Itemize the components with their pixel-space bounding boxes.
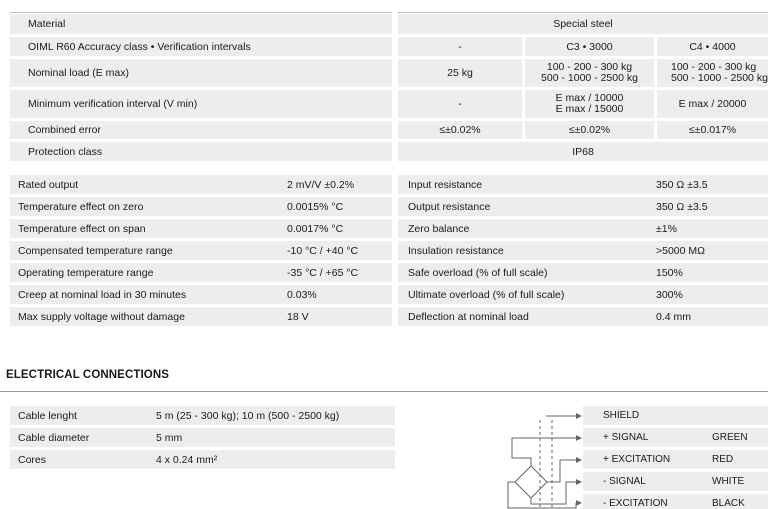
wire-row: [583, 494, 768, 509]
wire-color: BLACK: [712, 498, 745, 509]
spec-value-combined-error-25kg: ≤±0.02%: [398, 121, 522, 139]
spec-value-vmin-25kg: -: [398, 90, 522, 118]
spec-value-combined-error-c3: ≤±0.02%: [525, 121, 654, 139]
char-left-row-value: 0.0015% °C: [287, 200, 344, 213]
char-left-row-label: Temperature effect on zero: [10, 197, 392, 216]
arrow-minus-excitation: [576, 500, 582, 506]
cable-row-value: 4 x 0.24 mm²: [156, 453, 218, 466]
cable-row-label: Cable diameter: [18, 431, 90, 444]
spec-label-combined-error: Combined error: [10, 121, 392, 139]
wire-color: WHITE: [712, 476, 745, 487]
arrow-shield: [576, 413, 582, 419]
wire-signal: + SIGNAL: [603, 432, 649, 443]
char-right-row-value: 350 Ω ±3.5: [656, 200, 708, 213]
char-left-row-label: Compensated temperature range: [10, 241, 392, 260]
char-right-row-value: >5000 MΩ: [656, 244, 706, 257]
char-left-row-label: Rated output: [10, 175, 392, 194]
spec-value-accuracy-c4: C4 • 4000: [657, 37, 768, 56]
char-left-row-label: Operating temperature range: [10, 263, 392, 282]
spec-value-nominal-load-25kg: 25 kg: [398, 59, 522, 87]
minus-signal-wire: [531, 482, 576, 504]
spec-value-vmin-c4: E max / 20000: [657, 90, 768, 118]
spec-label-accuracy-class: OIML R60 Accuracy class • Verification intervals: [10, 37, 392, 56]
char-left-row-value: 2 mV/V ±0.2%: [287, 178, 355, 191]
char-right-row-value: 150%: [656, 266, 683, 279]
plus-signal-wire: [512, 438, 576, 466]
char-right-row-label: Zero balance: [398, 219, 768, 238]
cable-row-value: 5 m (25 - 300 kg); 10 m (500 - 2500 kg): [156, 409, 340, 422]
cable-row-label: Cable lenght: [18, 409, 77, 422]
char-left-row-value: -35 °C / +65 °C: [287, 266, 359, 279]
cable-row-label: Cores: [18, 453, 47, 466]
nominal-load-c4-line1: 100 - 200 - 300 kg: [671, 61, 757, 73]
nominal-load-c3-line2: 500 - 1000 - 2500 kg: [541, 72, 638, 84]
wire-row: [583, 450, 768, 469]
arrow-plus-excitation: [576, 457, 582, 463]
electrical-connections-heading: ELECTRICAL CONNECTIONS: [6, 369, 169, 381]
char-right-row-label: Safe overload (% of full scale): [398, 263, 768, 282]
wire-color: RED: [712, 454, 734, 465]
char-left-row-value: 18 V: [287, 310, 309, 323]
wire-signal: - SIGNAL: [603, 476, 646, 487]
char-right-row-label: Input resistance: [398, 175, 768, 194]
arrow-minus-signal: [576, 479, 582, 485]
arrow-plus-signal: [576, 435, 582, 441]
spec-value-accuracy-c3: C3 • 3000: [525, 37, 654, 56]
bridge-diamond: [515, 466, 547, 498]
plus-excitation-wire: [547, 460, 576, 482]
char-right-row-label: Output resistance: [398, 197, 768, 216]
wire-color: GREEN: [712, 432, 748, 443]
spec-value-material: Special steel: [398, 14, 768, 34]
spec-label-protection-class: Protection class: [10, 142, 392, 161]
cable-row-value: 5 mm: [156, 431, 183, 444]
wire-signal: SHIELD: [603, 410, 640, 421]
wire-row: [583, 406, 768, 425]
char-left-row-value: 0.03%: [287, 288, 317, 301]
wire-row: [583, 472, 768, 491]
char-right-row-value: ±1%: [656, 222, 677, 235]
nominal-load-c4-line2: 500 - 1000 - 2500 kg: [671, 72, 768, 84]
wire-signal: + EXCITATION: [603, 454, 671, 465]
char-left-row-label: Creep at nominal load in 30 minutes: [10, 285, 392, 304]
spec-label-vmin: Minimum verification interval (V min): [10, 90, 392, 118]
char-right-row-label: Deflection at nominal load: [398, 307, 768, 326]
char-left-row-label: Max supply voltage without damage: [10, 307, 392, 326]
char-right-row-value: 300%: [656, 288, 683, 301]
spec-label-nominal-load: Nominal load (E max): [10, 59, 392, 87]
char-right-row-label: Ultimate overload (% of full scale): [398, 285, 768, 304]
spec-label-material: Material: [10, 14, 392, 34]
spec-value-protection-class: IP68: [398, 142, 768, 161]
char-right-row-value: 350 Ω ±3.5: [656, 178, 708, 191]
vmin-c3-line1: E max / 10000: [555, 92, 624, 104]
char-left-row-value: -10 °C / +40 °C: [287, 244, 359, 257]
nominal-load-c3-line1: 100 - 200 - 300 kg: [546, 61, 633, 73]
char-left-row-label: Temperature effect on span: [10, 219, 392, 238]
char-right-row-value: 0.4 mm: [656, 310, 692, 323]
char-right-row-label: Insulation resistance: [398, 241, 768, 260]
char-left-row-value: 0.0017% °C: [287, 222, 344, 235]
spec-value-combined-error-c4: ≤±0.017%: [657, 121, 768, 139]
spec-value-accuracy-25kg: -: [398, 37, 522, 56]
vmin-c3-line2: E max / 15000: [555, 103, 624, 115]
wire-signal: - EXCITATION: [603, 498, 668, 509]
wire-row: [583, 428, 768, 447]
